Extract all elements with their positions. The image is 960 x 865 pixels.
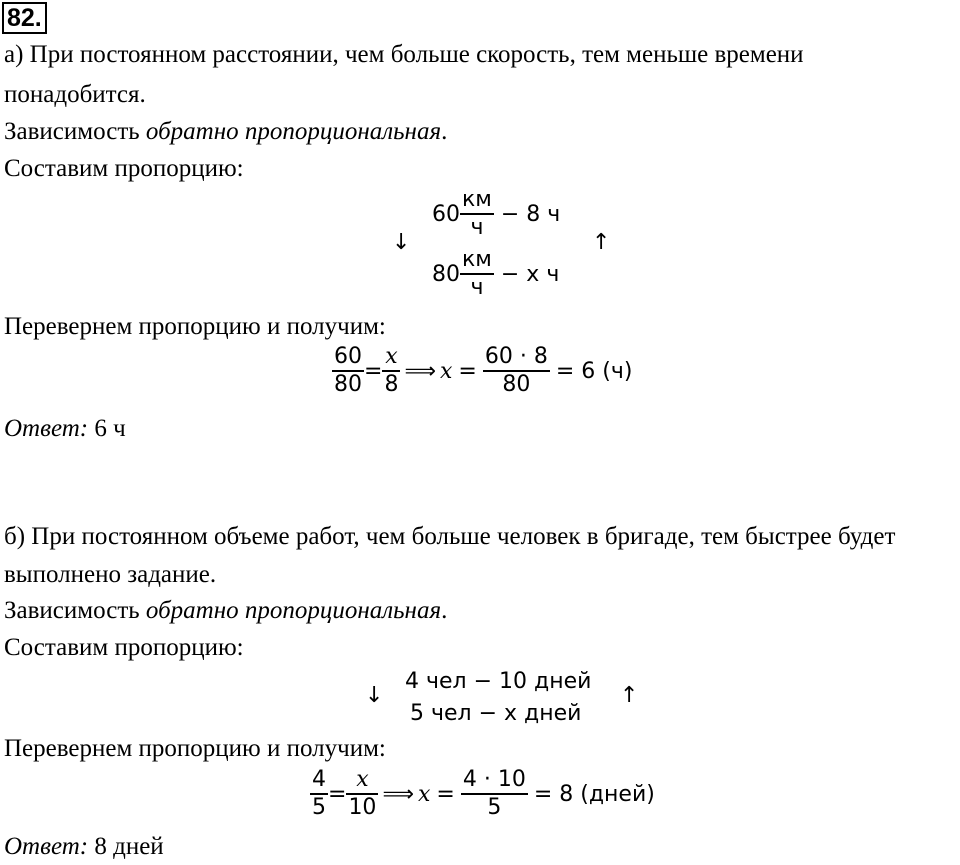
speed-value: 60 (432, 201, 460, 227)
fraction-1 (310, 767, 328, 821)
variable-x: x (439, 358, 453, 384)
part-a-flip-text: Перевернем пропорцию и получим: (4, 313, 386, 340)
arrow-down-icon: ↓ (392, 230, 411, 255)
part-a-make-proportion: Составим пропорцию: (4, 155, 244, 182)
numerator: 60 (334, 344, 362, 369)
fraction-2 (346, 767, 378, 821)
part-a-proportion-row2 (432, 247, 559, 301)
fraction-3 (461, 767, 528, 821)
part-b-equation (310, 767, 655, 821)
dependency-type: обратно пропорциональная (145, 118, 442, 145)
fraction-1 (332, 344, 364, 398)
time-value: − x ч (493, 261, 560, 287)
implies-sign: ⟹ (382, 781, 414, 807)
answer-value: 8 дней (88, 833, 164, 860)
answer-label: Ответ: (4, 415, 89, 442)
denominator: 5 (461, 793, 528, 821)
arrow-up-icon: ↑ (592, 230, 611, 255)
unit-denominator: ч (460, 273, 494, 301)
arrow-down-icon: ↓ (365, 683, 384, 708)
part-a-proportion-row1 (432, 187, 560, 241)
part-a-intro-line1: а) При постоянном расстоянии, чем больше скорость, тем меньше времени (4, 41, 804, 68)
fraction-3 (483, 344, 550, 398)
result: = 8 (дней) (533, 781, 655, 807)
part-b-proportion-row1: 4 чел − 10 дней (405, 669, 592, 694)
part-a-dependency (4, 117, 447, 147)
part-b-intro-line1: б) При постоянном объеме работ, чем больше человек в бригаде, тем быстрее будет (4, 523, 896, 550)
part-b-intro-line2: выполнено задание. (4, 561, 217, 588)
result: = 6 (ч) (555, 358, 633, 384)
problem-number: 82. (2, 2, 47, 34)
part-b-flip-text: Перевернем пропорцию и получим: (4, 735, 386, 762)
equals-sign: = (328, 781, 347, 807)
answer-value: 6 ч (88, 415, 126, 442)
dependency-prefix: Зависимость (4, 118, 146, 145)
dependency-prefix: Зависимость (4, 597, 146, 624)
part-b-make-proportion: Составим пропорцию: (4, 634, 244, 661)
denominator: 5 (312, 795, 326, 820)
denominator: 8 (384, 372, 399, 397)
equals-sign: = (458, 358, 477, 384)
time-value: − 8 ч (493, 201, 561, 227)
part-a-equation (332, 344, 632, 398)
numerator: x (385, 344, 398, 369)
unit-numerator: км (462, 187, 492, 212)
dependency-suffix: . (441, 118, 448, 145)
part-b-dependency (4, 596, 447, 626)
unit-denominator: ч (460, 213, 494, 241)
implies-sign: ⟹ (404, 358, 436, 384)
denominator: 80 (483, 370, 550, 398)
part-a-intro-line2: понадобится. (4, 81, 146, 108)
numerator: x (356, 767, 369, 792)
arrow-up-icon: ↑ (620, 683, 639, 708)
part-a-answer (4, 414, 126, 444)
dependency-suffix: . (441, 597, 448, 624)
part-b-proportion-row2: 5 чел − x дней (410, 701, 582, 726)
unit-fraction (460, 187, 494, 241)
unit-fraction (460, 247, 494, 301)
denominator: 80 (334, 372, 362, 397)
equals-sign: = (436, 781, 455, 807)
fraction-2 (382, 344, 400, 398)
equals-sign: = (364, 358, 383, 384)
unit-numerator: км (462, 247, 492, 272)
part-b-answer (4, 832, 164, 862)
answer-label: Ответ: (4, 833, 89, 860)
numerator: 4 (312, 767, 326, 792)
variable-x: x (417, 781, 431, 807)
denominator: 10 (348, 795, 377, 820)
numerator: 60 · 8 (484, 344, 548, 369)
speed-value: 80 (432, 261, 460, 287)
dependency-type: обратно пропорциональная (145, 597, 442, 624)
numerator: 4 · 10 (462, 767, 526, 792)
